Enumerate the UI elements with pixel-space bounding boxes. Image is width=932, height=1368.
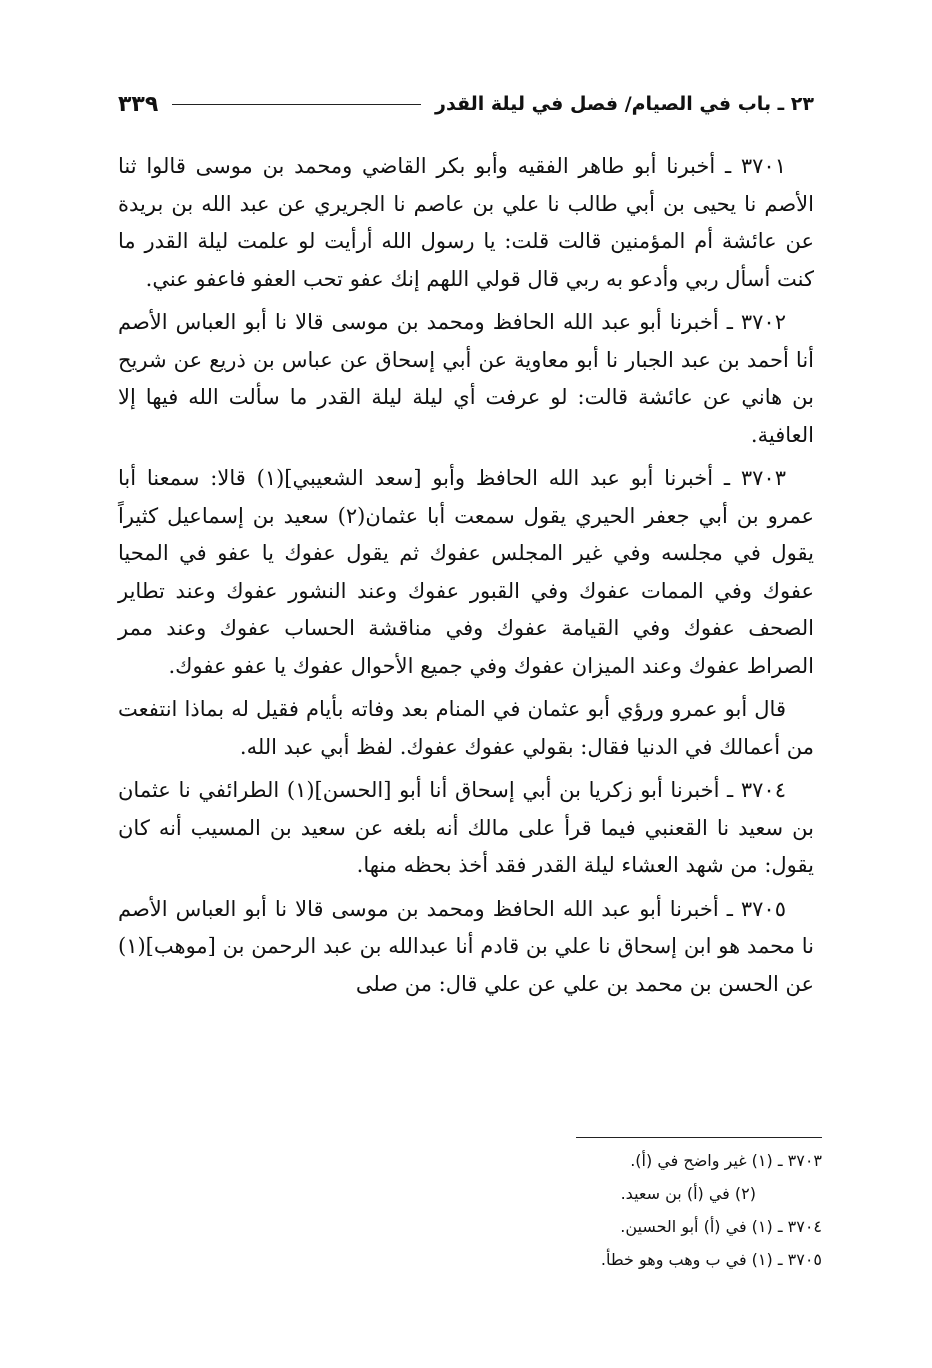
hadith-3704: ٣٧٠٤ ـ أخبرنا أبو زكريا بن أبي إسحاق أنا أبو [الحسن](١) الطرائفي نا عثمان بن سعيد نا القعنبي فيما قرأ على مالك أنه بلغه عن سعيد بن المسيب أنه كان يقول: من شهد العشاء ليلة القدر فقد أخذ بحظه منها. bbox=[118, 778, 814, 877]
footnote-3704-1: ٣٧٠٤ ـ (١) في (أ) أبو الحسين. bbox=[620, 1217, 822, 1236]
hadith-3702: ٣٧٠٢ ـ أخبرنا أبو عبد الله الحافظ ومحمد بن موسى قالا نا أبو العباس الأصم أنا أحمد بن عبد الجبار نا أبو معاوية عن أبي إسحاق عن عباس بن ذريع عن شريح بن هاني عن عائشة قالت: لو عرفت أي ليلة ليلة القدر ما سألت الله فيها إلا العافية. bbox=[118, 310, 814, 447]
hadith-3705: ٣٧٠٥ ـ أخبرنا أبو عبد الله الحافظ ومحمد بن موسى قالا نا أبو العباس الأصم نا محمد هو ابن إسحاق نا علي بن قادم أنا عبدالله بن عبد الرحمن بن [موهب](١) عن الحسن بن محمد بن علي عن علي قال: من صلى bbox=[118, 896, 814, 996]
footnote-3705-1: ٣٧٠٥ ـ (١) في ب وهب وهو خطأ. bbox=[600, 1250, 822, 1269]
footnotes bbox=[118, 1144, 822, 1276]
page-number: ٣٣٩ bbox=[118, 91, 159, 117]
footnote-3703-1: ٣٧٠٣ ـ (١) غير واضح في (أ). bbox=[630, 1151, 822, 1170]
footnote-separator bbox=[576, 1137, 822, 1138]
hadith-3703-commentary: قال أبو عمرو ورؤي أبو عثمان في المنام بعد وفاته بأيام فقيل له بماذا انتفعت من أعمالك في الدنيا فقال: بقولي عفوك عفوك. لفظ أبي عبد الله. bbox=[118, 697, 814, 759]
hadith-3703: ٣٧٠٣ ـ أخبرنا أبو عبد الله الحافظ وأبو [سعد الشعيبي](١) قالا: سمعنا أبا عمرو بن أبي جعفر الحيري يقول سمعت أبا عثمان(٢) سعيد بن إسماعيل كثيراً يقول في مجلسه وفي غير المجلس عفوك ثم يقول عفوك يا عفو في المحيا عفوك وفي الممات عفوك وفي القبور عفوك وعند النشور عفوك وعند تطاير الصحف عفوك وفي القيامة عفوك وفي مناقشة الحساب عفوك وعند ممر الصراط عفوك وعند الميزان عفوك وفي جميع الأحوال عفوك يا عفو عفوك. bbox=[118, 466, 814, 678]
header-rule bbox=[172, 104, 421, 105]
chapter-title: ٢٣ ـ باب في الصيام/ فصل في ليلة القدر bbox=[435, 93, 814, 115]
running-header bbox=[118, 84, 814, 124]
hadith-3701: ٣٧٠١ ـ أخبرنا أبو طاهر الفقيه وأبو بكر القاضي ومحمد بن موسى قالوا ثنا الأصم نا يحيى بن أبي طالب نا علي بن عاصم نا الجريري عن عبد الله بن بريدة عن عائشة أم المؤمنين قالت قلت: يا رسول الله أرأيت لو علمت ليلة القدر ما كنت أسأل ربي وأدعو به ربي قال قولي اللهم إنك عفو تحب العفو فاعفو عني. bbox=[118, 154, 814, 291]
footnote-3703-2: (٢) في (أ) بن سعيد. bbox=[620, 1184, 756, 1203]
main-text bbox=[118, 148, 814, 1009]
